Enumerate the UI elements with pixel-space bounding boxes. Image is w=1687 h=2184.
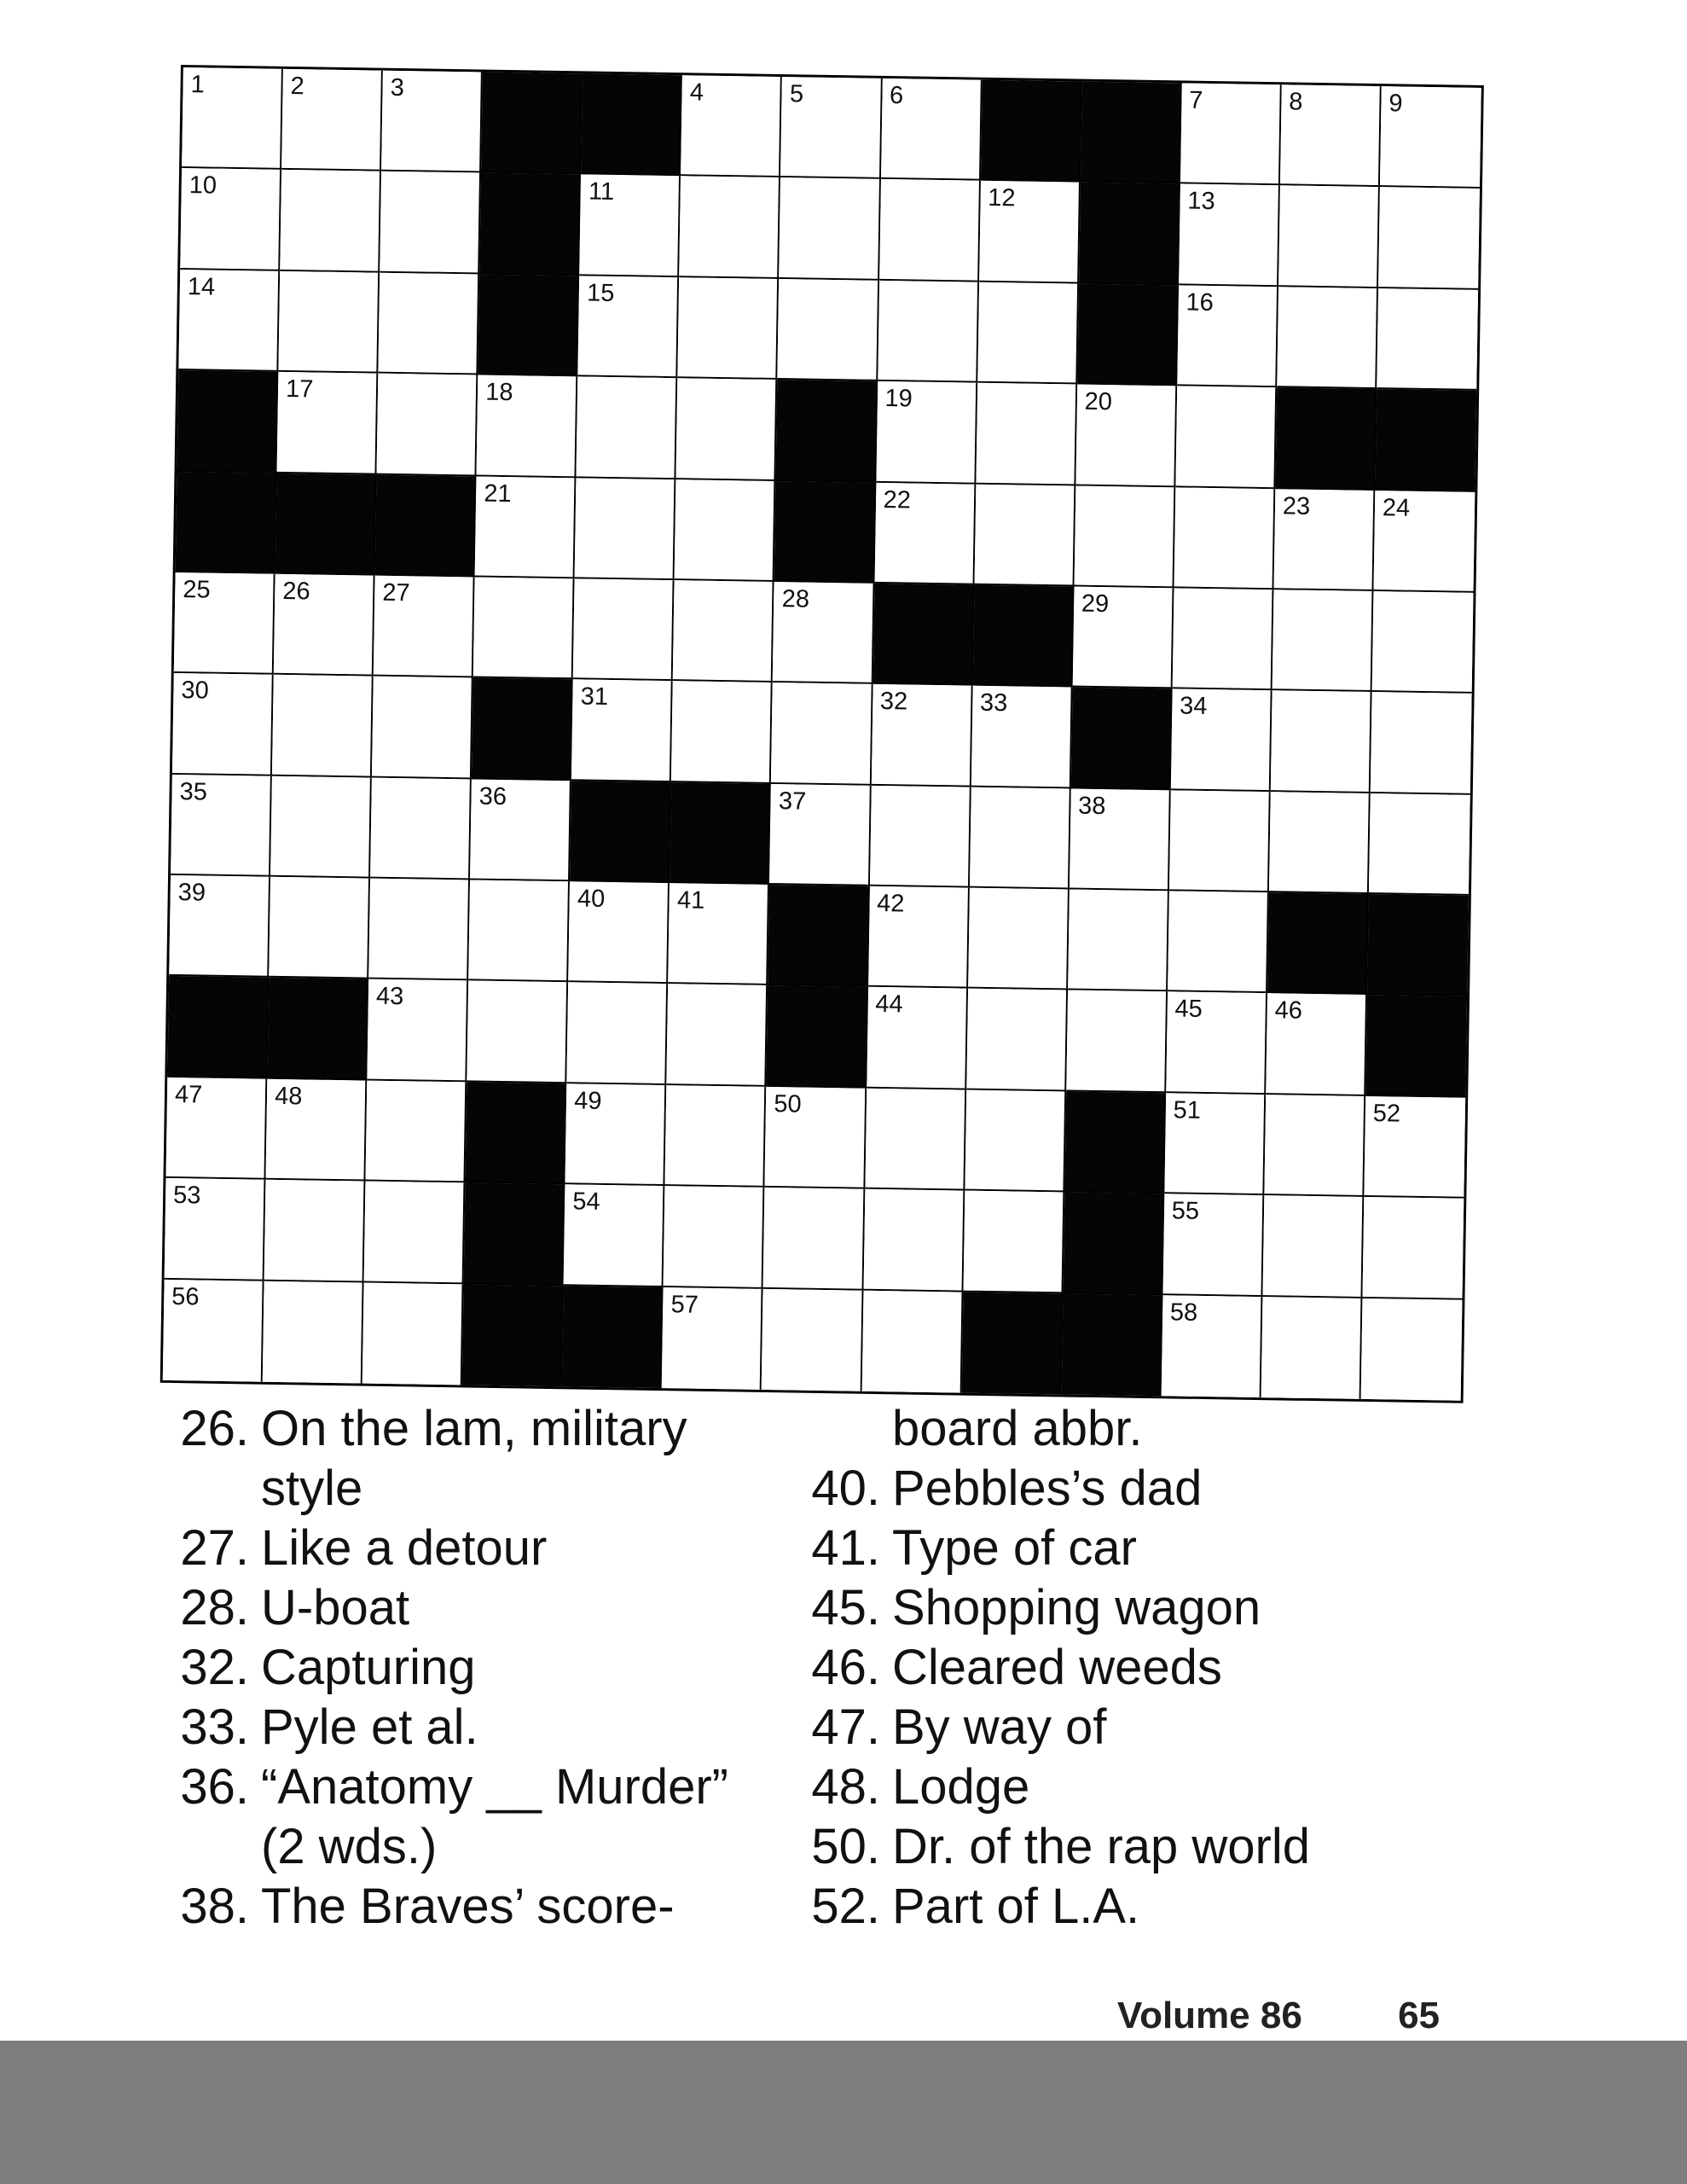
black-square <box>562 1286 664 1388</box>
grid-cell[interactable] <box>577 376 678 479</box>
grid-cell[interactable] <box>1262 1195 1364 1298</box>
grid-cell[interactable] <box>881 78 983 181</box>
grid-cell[interactable] <box>1180 83 1282 185</box>
grid-cell[interactable] <box>1372 591 1474 694</box>
grid-cell[interactable] <box>673 580 774 682</box>
cell-number: 14 <box>187 272 216 301</box>
grid-cell[interactable] <box>366 1080 467 1182</box>
black-square <box>1063 1193 1164 1295</box>
clue-item <box>791 1698 1406 1757</box>
grid-cell[interactable] <box>1172 588 1273 690</box>
clue-number: 48. <box>811 1759 880 1815</box>
cell-number: 58 <box>1169 1298 1198 1327</box>
clue-text: board abbr. <box>892 1401 1143 1456</box>
grid-cell[interactable] <box>1068 890 1169 992</box>
grid-cell[interactable] <box>1269 792 1371 894</box>
grid-cell[interactable] <box>362 1282 464 1385</box>
grid-cell[interactable] <box>178 270 280 372</box>
cell-number: 36 <box>478 782 507 810</box>
cell-number: 44 <box>875 990 903 1019</box>
grid-cell[interactable] <box>182 67 283 170</box>
grid-cell[interactable] <box>966 989 1068 1091</box>
grid-cell[interactable] <box>280 170 381 272</box>
grid-cell[interactable] <box>1261 1297 1362 1399</box>
grid-cell[interactable] <box>374 576 475 678</box>
grid-cell[interactable] <box>368 879 470 981</box>
clue-text: style <box>261 1461 363 1516</box>
grid-cell[interactable] <box>867 987 968 1089</box>
grid-cell[interactable] <box>861 1290 963 1392</box>
black-square <box>670 782 771 885</box>
cell-number: 43 <box>375 983 404 1011</box>
grid-cell[interactable] <box>380 171 481 274</box>
grid-cell[interactable] <box>165 1077 267 1180</box>
cell-number: 55 <box>1171 1197 1200 1226</box>
down-clues-right-column <box>791 1399 1406 1937</box>
clue-number: 50. <box>811 1819 880 1874</box>
cell-number: 8 <box>1289 88 1303 116</box>
grid-cell[interactable] <box>1278 186 1380 288</box>
grid-cell[interactable] <box>765 1087 867 1189</box>
clue-text: Pebbles’s dad <box>892 1461 1203 1516</box>
clue-text: Lodge <box>892 1759 1030 1815</box>
grid-cell[interactable] <box>678 277 780 380</box>
grid-cell[interactable] <box>470 779 571 881</box>
grid-cell[interactable] <box>1371 692 1472 794</box>
grid-cell[interactable] <box>370 777 472 880</box>
grid-cell[interactable] <box>565 1083 667 1186</box>
crossword-grid <box>160 65 1484 1403</box>
cell-number: 41 <box>676 886 705 915</box>
grid-cell[interactable] <box>977 282 1079 384</box>
crossword-puzzle <box>160 65 1484 1403</box>
clue-number: 26. <box>180 1401 249 1456</box>
black-square <box>478 274 580 376</box>
grid-cell[interactable] <box>367 979 468 1082</box>
cell-number: 45 <box>1174 995 1203 1024</box>
grid-cell[interactable] <box>879 179 981 282</box>
grid-cell[interactable] <box>1378 187 1480 289</box>
grid-cell[interactable] <box>878 281 979 383</box>
grid-cell[interactable] <box>1074 485 1175 588</box>
black-square <box>1367 894 1469 996</box>
cell-number: 35 <box>179 777 208 806</box>
clue-item <box>791 1578 1406 1638</box>
cell-number: 4 <box>689 78 704 107</box>
grid-cell[interactable] <box>567 983 669 1085</box>
grid-cell[interactable] <box>564 1184 665 1287</box>
grid-cell[interactable] <box>1174 487 1275 590</box>
clue-text: Pyle et al. <box>261 1699 478 1755</box>
grid-cell[interactable] <box>1272 590 1373 692</box>
grid-cell[interactable] <box>274 574 375 677</box>
grid-cell[interactable] <box>1070 788 1171 891</box>
clue-number: 40. <box>811 1461 880 1516</box>
grid-cell[interactable] <box>963 1191 1064 1293</box>
black-square <box>774 481 876 584</box>
cell-number: 3 <box>390 73 405 102</box>
black-square <box>479 173 581 276</box>
cell-number: 11 <box>588 177 615 206</box>
grid-cell[interactable] <box>1380 86 1481 189</box>
cell-number: 9 <box>1388 90 1403 118</box>
grid-cell[interactable] <box>965 1089 1066 1192</box>
clue-item <box>791 1877 1406 1937</box>
black-square <box>1081 82 1182 184</box>
grid-cell[interactable] <box>364 1182 466 1284</box>
black-square <box>472 678 573 781</box>
clue-number: 32. <box>180 1640 249 1695</box>
grid-cell[interactable] <box>680 177 781 279</box>
grid-cell[interactable] <box>1369 793 1470 896</box>
cell-number: 10 <box>188 171 217 200</box>
grid-cell[interactable] <box>763 1188 865 1290</box>
clue-text: On the lam, military <box>261 1401 687 1456</box>
cell-number: 15 <box>586 279 615 307</box>
grid-cell[interactable] <box>473 577 575 679</box>
black-square <box>570 781 671 883</box>
grid-cell[interactable] <box>1373 491 1475 593</box>
black-square <box>1275 387 1377 490</box>
clue-text: The Braves’ score- <box>261 1879 675 1934</box>
clue-item <box>791 1459 1406 1519</box>
cell-number: 20 <box>1084 387 1113 416</box>
grid-cell[interactable] <box>874 482 976 584</box>
clue-item <box>791 1638 1406 1698</box>
black-square <box>581 73 682 176</box>
clue-item <box>160 1698 774 1757</box>
page-number: 65 <box>1398 1995 1441 2036</box>
cell-number: 17 <box>285 375 314 404</box>
clue-number: 27. <box>180 1520 249 1576</box>
grid-cell[interactable] <box>278 271 380 374</box>
cell-number: 52 <box>1372 1099 1401 1128</box>
cell-number: 48 <box>274 1082 303 1111</box>
cell-number: 50 <box>774 1089 802 1118</box>
clue-number: 41. <box>811 1520 880 1576</box>
clue-text: (2 wds.) <box>261 1819 438 1874</box>
grid-cell[interactable] <box>974 484 1075 586</box>
cell-number: 1 <box>190 71 206 99</box>
cell-number: 27 <box>382 578 410 607</box>
grid-cell[interactable] <box>1271 690 1372 793</box>
grid-cell[interactable] <box>979 181 1081 283</box>
black-square <box>177 370 279 473</box>
grid-cell[interactable] <box>575 478 676 580</box>
cell-number: 16 <box>1186 288 1215 317</box>
black-square <box>961 1292 1063 1394</box>
grid-cell[interactable] <box>780 177 881 280</box>
clue-item <box>160 1519 774 1578</box>
clue-item <box>160 1459 774 1519</box>
cell-number: 19 <box>884 385 913 413</box>
cell-number: 37 <box>778 787 807 816</box>
cell-number: 47 <box>174 1080 203 1109</box>
grid-cell[interactable] <box>1171 689 1272 792</box>
grid-cell[interactable] <box>773 582 874 684</box>
cell-number: 46 <box>1274 996 1303 1025</box>
grid-cell[interactable] <box>266 1079 368 1182</box>
cell-number: 32 <box>879 688 908 716</box>
clue-item <box>160 1578 774 1638</box>
cell-number: 42 <box>876 890 905 918</box>
grid-cell[interactable] <box>467 981 569 1083</box>
grid-cell[interactable] <box>1166 992 1267 1095</box>
grid-cell[interactable] <box>865 1089 966 1191</box>
black-square <box>1061 1293 1162 1396</box>
grid-cell[interactable] <box>172 673 274 775</box>
grid-cell[interactable] <box>1280 84 1382 187</box>
cell-number: 26 <box>282 577 310 606</box>
grid-cell[interactable] <box>1273 489 1375 591</box>
clue-text: Part of L.A. <box>892 1879 1140 1934</box>
grid-cell[interactable] <box>671 681 773 783</box>
black-square <box>481 73 583 175</box>
clue-text: Like a detour <box>261 1520 548 1576</box>
clue-number: 33. <box>180 1699 249 1755</box>
grid-cell[interactable] <box>579 175 681 277</box>
cell-number: 39 <box>177 879 206 907</box>
cell-number: 34 <box>1179 692 1208 721</box>
clue-number: 38. <box>180 1879 249 1934</box>
clue-item <box>791 1519 1406 1578</box>
clue-text: Type of car <box>892 1520 1137 1576</box>
grid-cell[interactable] <box>1266 994 1367 1096</box>
black-square <box>776 380 878 482</box>
grid-cell[interactable] <box>264 1180 366 1282</box>
grid-cell[interactable] <box>568 881 670 984</box>
clue-item <box>791 1817 1406 1877</box>
grid-cell[interactable] <box>165 1178 266 1281</box>
grid-cell[interactable] <box>664 1186 765 1288</box>
clue-number: 46. <box>811 1640 880 1695</box>
grid-cell[interactable] <box>1179 184 1280 287</box>
black-square <box>1079 183 1180 285</box>
grid-cell[interactable] <box>676 378 778 480</box>
grid-cell[interactable] <box>675 479 776 582</box>
scan-bottom-band <box>0 2041 1687 2184</box>
clue-number: 52. <box>811 1879 880 1934</box>
grid-cell[interactable] <box>174 572 275 675</box>
grid-cell[interactable] <box>477 375 578 478</box>
black-square <box>176 472 277 574</box>
cell-number: 29 <box>1081 590 1110 619</box>
grid-cell[interactable] <box>780 77 882 179</box>
black-square <box>1375 389 1476 491</box>
clue-number: 28. <box>180 1580 249 1635</box>
black-square <box>275 473 377 575</box>
grid-cell[interactable] <box>968 888 1070 990</box>
black-square <box>872 584 974 686</box>
black-square <box>981 80 1082 183</box>
cell-number: 28 <box>781 585 810 613</box>
grid-cell[interactable] <box>778 279 879 381</box>
black-square <box>462 1284 564 1386</box>
page-footer <box>1117 1995 1440 2037</box>
clue-text: Cleared weeds <box>892 1640 1222 1695</box>
cell-number: 33 <box>979 689 1008 717</box>
black-square <box>464 1183 565 1286</box>
grid-cell[interactable] <box>277 372 379 474</box>
grid-cell[interactable] <box>1161 1295 1262 1397</box>
grid-cell[interactable] <box>381 71 483 173</box>
clue-text: “Anatomy __ Murder” <box>261 1759 728 1815</box>
grid-cell[interactable] <box>171 775 272 877</box>
clue-text: U-boat <box>261 1580 410 1635</box>
cell-number: 13 <box>1187 187 1215 216</box>
cell-number: 24 <box>1382 493 1411 522</box>
grid-cell[interactable] <box>762 1289 863 1391</box>
clue-text: Capturing <box>261 1640 476 1695</box>
down-clues-left-column <box>160 1399 774 1937</box>
grid-cell[interactable] <box>1362 1197 1464 1299</box>
grid-cell[interactable] <box>1177 285 1278 387</box>
grid-cell[interactable] <box>1364 1096 1465 1199</box>
grid-cell[interactable] <box>378 272 479 375</box>
cell-number: 23 <box>1282 491 1311 520</box>
grid-cell[interactable] <box>769 784 871 886</box>
clue-item <box>160 1817 774 1877</box>
clue-item <box>160 1877 774 1937</box>
cell-number: 2 <box>290 73 305 101</box>
grid-cell[interactable] <box>372 677 473 779</box>
grid-cell[interactable] <box>1168 891 1269 993</box>
grid-cell[interactable] <box>970 787 1071 889</box>
cell-number: 7 <box>1189 86 1203 114</box>
black-square <box>1267 892 1369 995</box>
grid-cell[interactable] <box>681 75 782 177</box>
cell-number: 56 <box>171 1282 200 1311</box>
clue-number: 47. <box>811 1699 880 1755</box>
cell-number: 49 <box>574 1087 602 1115</box>
grid-cell[interactable] <box>669 883 770 985</box>
grid-cell[interactable] <box>667 985 768 1087</box>
grid-cell[interactable] <box>662 1287 763 1390</box>
cell-number: 38 <box>1077 792 1106 820</box>
clue-number: 36. <box>180 1759 249 1815</box>
grid-cell[interactable] <box>876 381 977 484</box>
cell-number: 22 <box>883 485 912 514</box>
black-square <box>1077 283 1179 386</box>
clue-text: Shopping wagon <box>892 1580 1261 1635</box>
grid-cell[interactable] <box>272 675 374 777</box>
cell-number: 5 <box>789 80 804 108</box>
black-square <box>1070 688 1172 790</box>
clue-item <box>160 1638 774 1698</box>
grid-cell[interactable] <box>269 877 370 979</box>
grid-cell[interactable] <box>868 886 970 989</box>
grid-cell[interactable] <box>1361 1298 1463 1401</box>
grid-cell[interactable] <box>1164 1093 1266 1195</box>
grid-cell[interactable] <box>468 880 570 983</box>
cell-number: 12 <box>988 184 1016 212</box>
black-square <box>768 885 870 987</box>
cell-number: 25 <box>183 576 211 604</box>
grid-cell[interactable] <box>870 786 971 888</box>
black-square <box>466 1082 567 1184</box>
clue-number: 45. <box>811 1580 880 1635</box>
cell-number: 31 <box>580 682 609 712</box>
grid-cell[interactable] <box>163 1279 264 1381</box>
volume-label: Volume 86 <box>1117 1995 1302 2036</box>
grid-cell[interactable] <box>180 168 281 270</box>
cell-number: 51 <box>1173 1096 1202 1124</box>
grid-cell[interactable] <box>1377 288 1478 391</box>
grid-cell[interactable] <box>169 875 270 978</box>
grid-cell[interactable] <box>263 1281 364 1383</box>
cell-number: 53 <box>172 1182 201 1210</box>
grid-cell[interactable] <box>270 775 372 878</box>
black-square <box>1064 1091 1166 1194</box>
grid-cell[interactable] <box>475 476 577 578</box>
grid-cell[interactable] <box>863 1189 965 1292</box>
grid-cell[interactable] <box>377 374 478 476</box>
cell-number: 40 <box>577 885 606 913</box>
clue-text: Dr. of the rap world <box>892 1819 1310 1874</box>
black-square <box>167 976 269 1078</box>
grid-cell[interactable] <box>1066 990 1168 1093</box>
cell-number: 54 <box>572 1188 600 1217</box>
grid-cell[interactable] <box>1264 1095 1365 1197</box>
grid-cell[interactable] <box>871 684 972 787</box>
grid-cell[interactable] <box>571 680 673 782</box>
black-square <box>1365 995 1467 1097</box>
grid-cell[interactable] <box>573 578 675 681</box>
cell-number: 6 <box>889 82 904 110</box>
clue-item <box>160 1399 774 1459</box>
grid-cell[interactable] <box>1169 790 1271 892</box>
cell-number: 57 <box>670 1290 699 1319</box>
black-square <box>375 474 477 577</box>
black-square <box>972 585 1074 688</box>
grid-cell[interactable] <box>1162 1194 1264 1296</box>
grid-cell[interactable] <box>1277 287 1378 389</box>
clue-item <box>160 1757 774 1817</box>
grid-cell[interactable] <box>281 69 383 171</box>
grid-cell[interactable] <box>1075 385 1177 487</box>
clue-text: By way of <box>892 1699 1107 1755</box>
black-square <box>767 985 868 1088</box>
cell-number: 18 <box>484 378 513 407</box>
grid-cell[interactable] <box>578 276 680 378</box>
cell-number: 21 <box>484 479 512 508</box>
black-square <box>267 978 368 1080</box>
grid-cell[interactable] <box>971 686 1072 788</box>
cell-number: 30 <box>181 677 209 705</box>
grid-cell[interactable] <box>665 1085 767 1188</box>
grid-cell[interactable] <box>976 383 1077 485</box>
clue-item <box>791 1757 1406 1817</box>
grid-cell[interactable] <box>771 682 872 785</box>
grid-cell[interactable] <box>1072 586 1174 688</box>
clue-item <box>791 1399 1406 1459</box>
grid-cell[interactable] <box>1175 386 1277 489</box>
